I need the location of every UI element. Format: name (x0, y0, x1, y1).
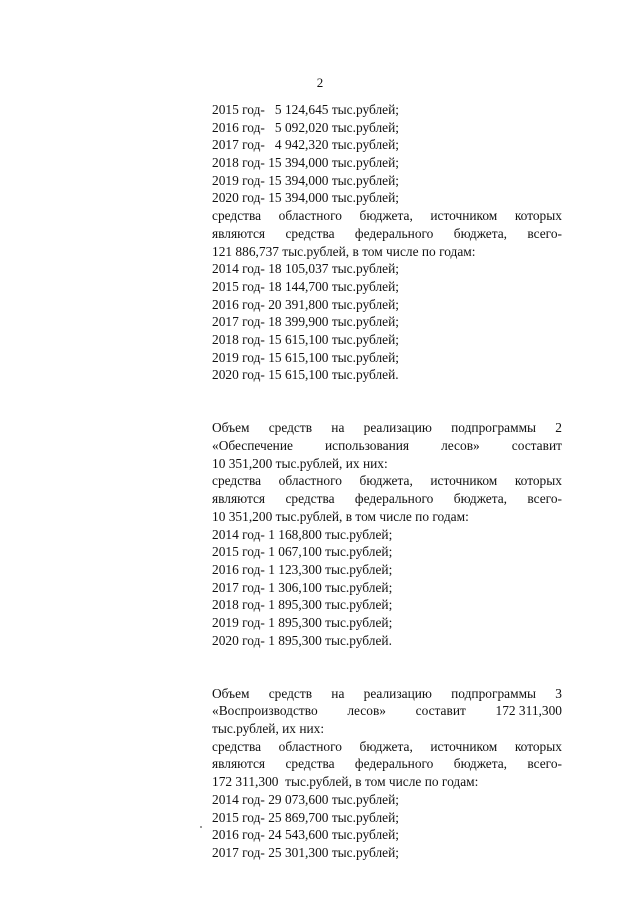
source-line: средства областного бюджета, источником которых (212, 473, 562, 489)
funding-block-3 (212, 685, 562, 862)
document-body (212, 101, 562, 862)
year-line: 2016 год- 24 543,600 тыс.рублей; (212, 827, 399, 843)
intro-line: Объем средств на реализацию подпрограммы 2 (212, 420, 562, 436)
year-line: 2014 год- 18 105,037 тыс.рублей; (212, 261, 399, 277)
year-line: 2019 год- 1 895,300 тыс.рублей; (212, 614, 393, 630)
year-line: 2016 год- 20 391,800 тыс.рублей; (212, 296, 399, 312)
year-line: 2019 год- 15 394,000 тыс.рублей; (212, 172, 399, 188)
year-line: 2015 год- 18 144,700 тыс.рублей; (212, 278, 399, 294)
year-line: 2014 год- 29 073,600 тыс.рублей; (212, 791, 399, 807)
source-line: являются средства федерального бюджета, всего- (212, 225, 562, 241)
year-line: 2017 год- 1 306,100 тыс.рублей; (212, 579, 393, 595)
intro-line: Объем средств на реализацию подпрограммы 3 (212, 685, 562, 701)
funding-block-1 (212, 101, 562, 384)
source-total-line: 121 886,737 тыс.рублей, в том числе по годам: (212, 243, 476, 259)
year-line: 2018 год- 15 394,000 тыс.рублей; (212, 155, 399, 171)
source-total-line: 10 351,200 тыс.рублей, в том числе по годам: (212, 508, 469, 524)
year-line: 2020 год- 1 895,300 тыс.рублей. (212, 632, 392, 648)
year-line: 2016 год- 1 123,300 тыс.рублей; (212, 561, 393, 577)
source-line: средства областного бюджета, источником которых (212, 208, 562, 224)
year-line: 2015 год- 5 124,645 тыс.рублей; (212, 102, 399, 117)
year-line: 2018 год- 15 615,100 тыс.рублей; (212, 331, 399, 347)
intro-total-line: 10 351,200 тыс.рублей, их них: (212, 455, 388, 471)
year-line: 2017 год- 25 301,300 тыс.рублей; (212, 844, 399, 860)
year-line: 2014 год- 1 168,800 тыс.рублей; (212, 526, 393, 542)
source-total-line: 172 311,300 тыс.рублей, в том числе по годам: (212, 774, 479, 790)
year-line: 2017 год- 4 942,320 тыс.рублей; (212, 137, 399, 153)
source-line: средства областного бюджета, источником которых (212, 738, 562, 754)
year-line: 2018 год- 1 895,300 тыс.рублей; (212, 597, 393, 613)
intro-total-line: тыс.рублей, их них: (212, 721, 325, 737)
source-line: являются средства федерального бюджета, всего- (212, 756, 562, 772)
year-line: 2020 год- 15 615,100 тыс.рублей. (212, 367, 399, 383)
year-line: 2019 год- 15 615,100 тыс.рублей; (212, 349, 399, 365)
page-number: 2 (316, 75, 324, 90)
source-line: являются средства федерального бюджета, всего- (212, 491, 562, 507)
intro-line: «Обеспечение использования лесов» составит (212, 438, 562, 454)
year-line: 2017 год- 18 399,900 тыс.рублей; (212, 314, 399, 330)
funding-block-2 (212, 419, 562, 649)
intro-line: «Воспроизводство лесов» составит 172 311,300 (212, 703, 562, 719)
year-line: 2015 год- 25 869,700 тыс.рублей; (212, 809, 399, 825)
year-line: 2016 год- 5 092,020 тыс.рублей; (212, 119, 399, 135)
scan-speck (200, 826, 202, 828)
year-line: 2020 год- 15 394,000 тыс.рублей; (212, 190, 399, 206)
year-line: 2015 год- 1 067,100 тыс.рублей; (212, 544, 393, 560)
